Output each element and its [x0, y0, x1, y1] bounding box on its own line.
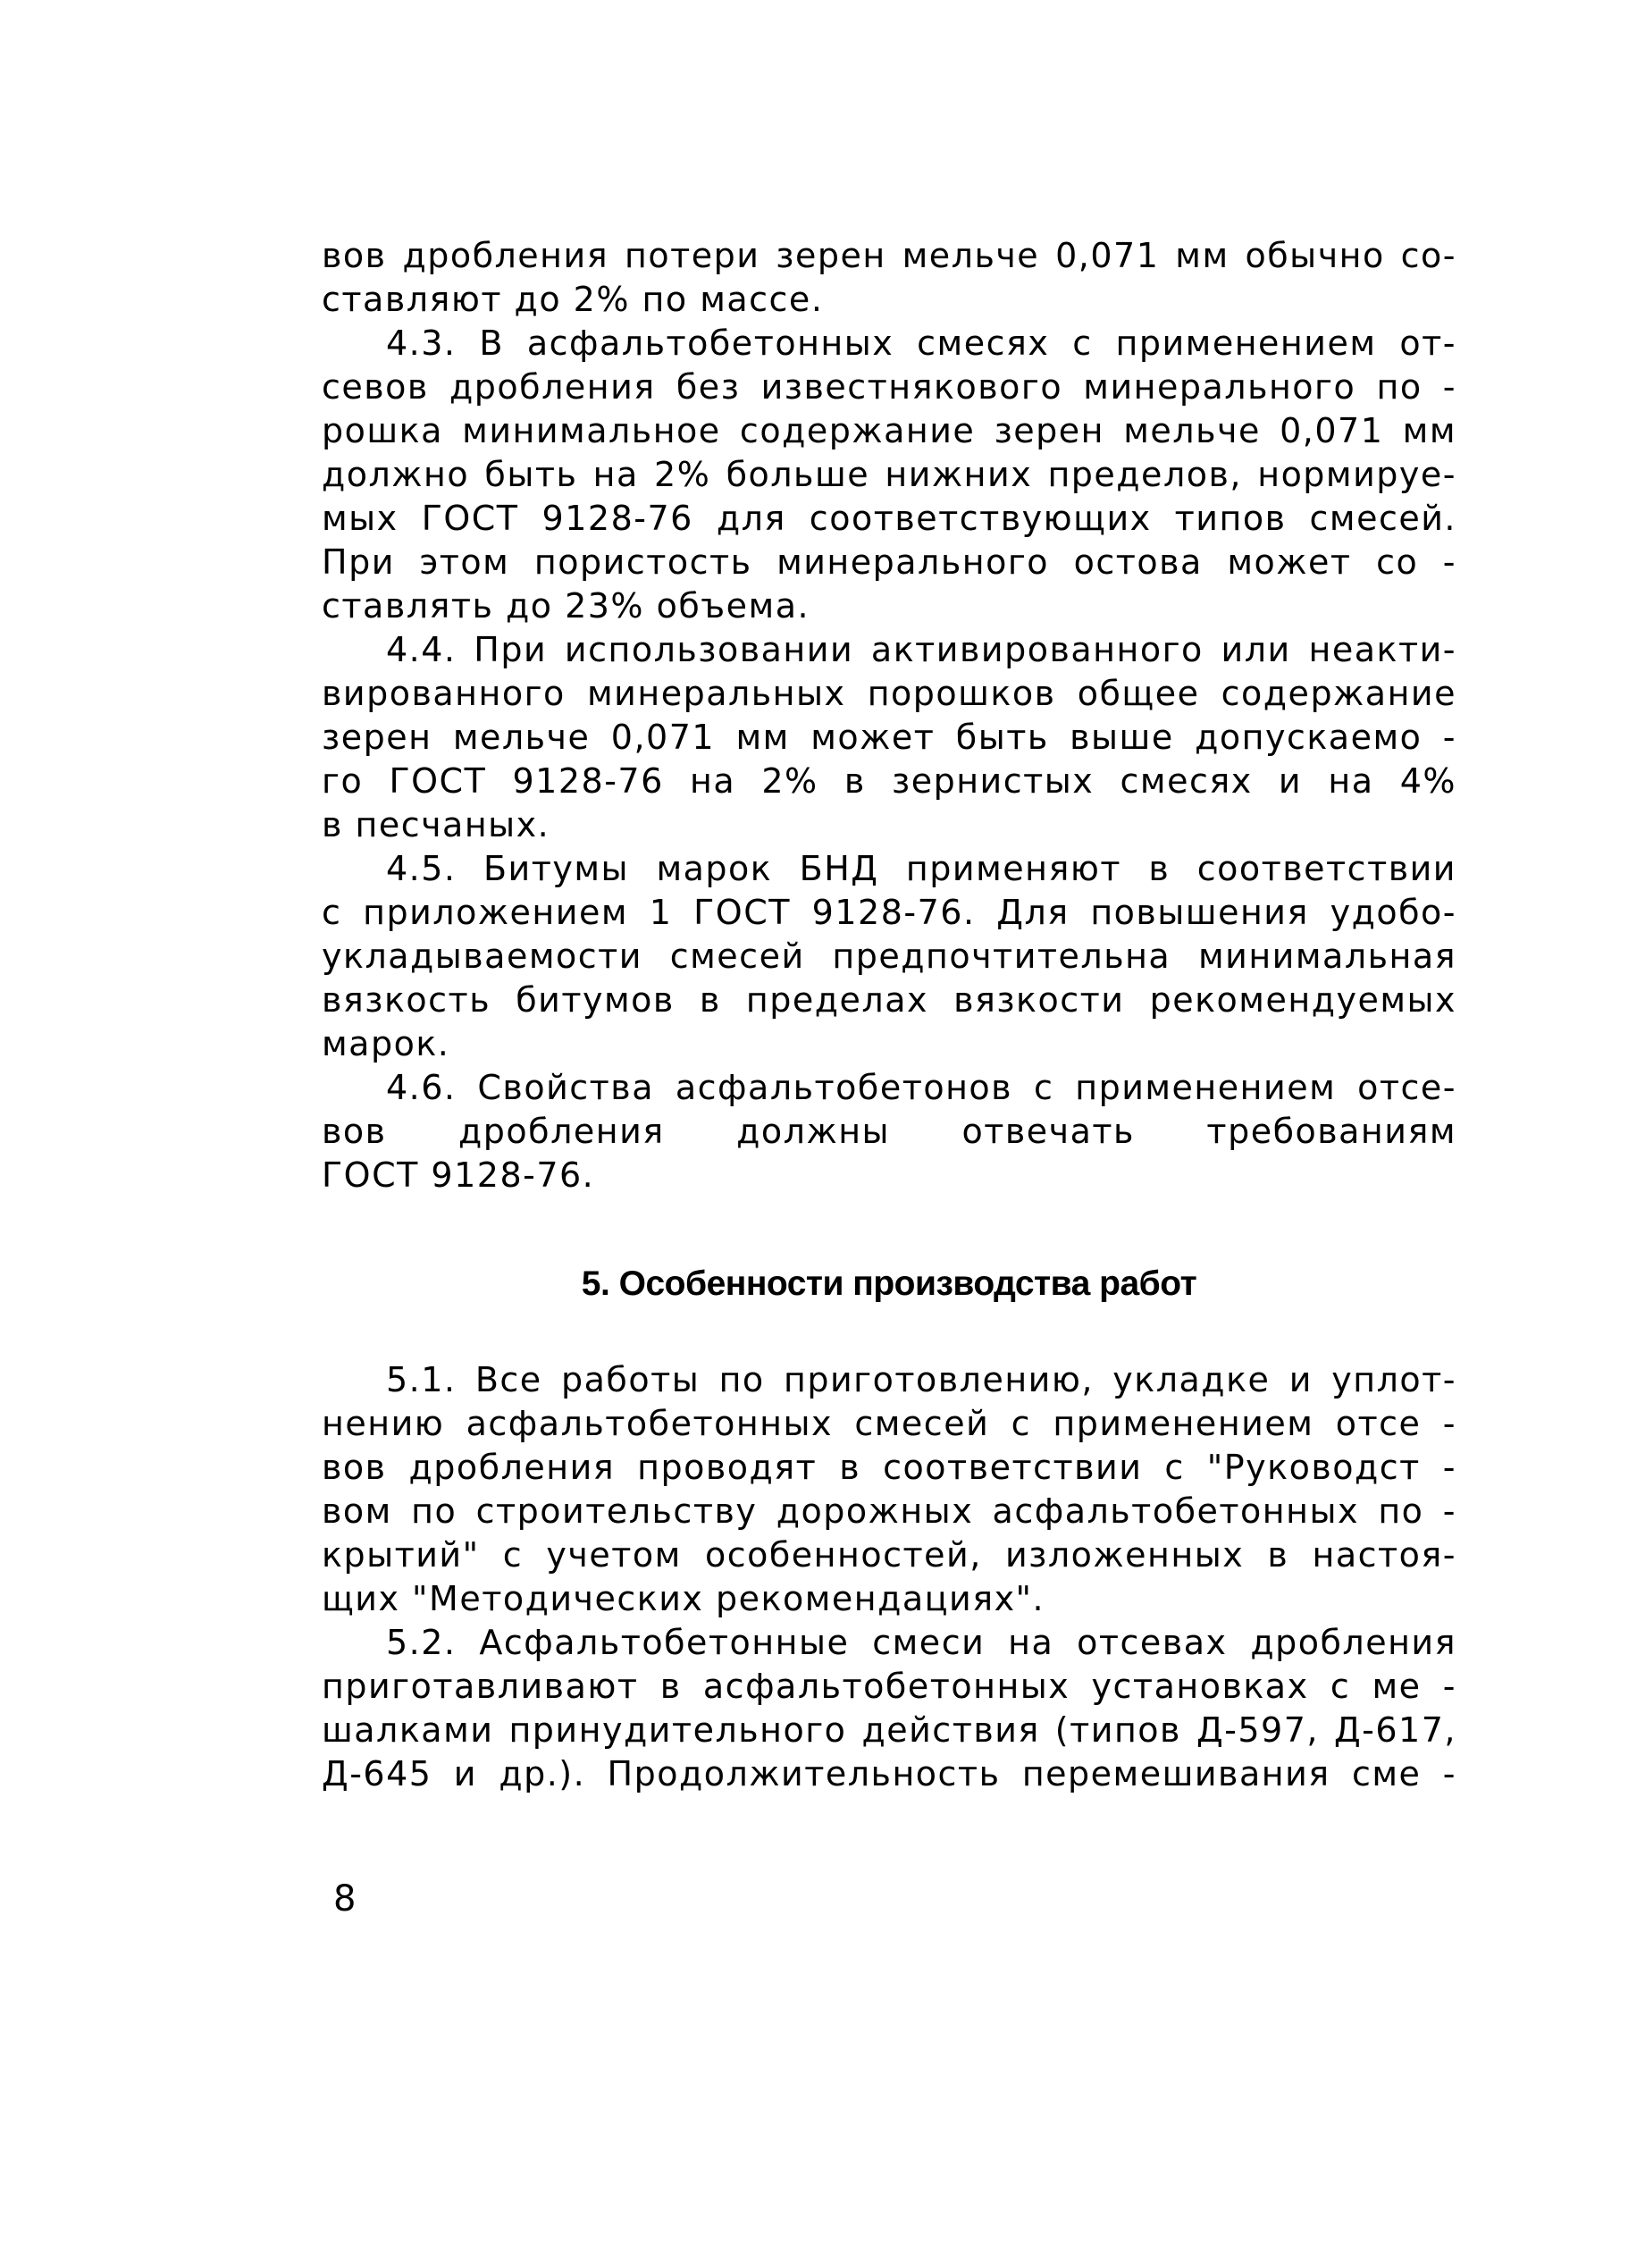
text-line: должно быть на 2% больше нижних пределов, нормируе- — [322, 455, 1456, 494]
paragraph-4-5-start: 4.5. Битумы марок БНД применяют в соответствии — [386, 849, 1456, 888]
text-line: крытий" с учетом особенностей, изложенных в настоя- — [322, 1535, 1456, 1575]
text-line: рошка минимальное содержание зерен мельче 0,071 мм — [322, 411, 1456, 450]
paragraph-4-6-start: 4.6. Свойства асфальтобетонов с применением отсе- — [386, 1068, 1456, 1107]
text-line: ставлять до 23% объема. — [322, 586, 810, 626]
text-line: приготавливают в асфальтобетонных установках с ме - — [322, 1667, 1456, 1706]
text-line: зерен мельче 0,071 мм может быть выше допускаемо - — [322, 718, 1456, 757]
text-line: При этом пористость минерального остова может со - — [322, 542, 1456, 582]
text-line: Д-645 и др.). Продолжительность перемешивания сме - — [322, 1754, 1456, 1793]
paragraph-5-1-start: 5.1. Все работы по приготовлению, укладке и уплот- — [386, 1360, 1456, 1399]
paragraph-5-2-start: 5.2. Асфальтобетонные смеси на отсевах дробления — [386, 1623, 1456, 1662]
text-line: ГОСТ 9128-76. — [322, 1155, 595, 1195]
text-line: вом по строительству дорожных асфальтобетонных по - — [322, 1491, 1456, 1531]
text-line: нению асфальтобетонных смесей с применением отсе - — [322, 1404, 1456, 1443]
paragraph-4-4-start: 4.4. При использовании активированного или неакти- — [386, 630, 1456, 669]
page-number: 8 — [333, 1878, 357, 1919]
text-line: укладываемости смесей предпочтительна минимальная — [322, 937, 1456, 976]
text-line: шалками принудительного действия (типов Д-597, Д-617, — [322, 1710, 1456, 1750]
section-5-text — [322, 1358, 1456, 1796]
text-line: щих "Методических рекомендациях". — [322, 1579, 1045, 1618]
text-line: марок. — [322, 1024, 450, 1063]
text-line: вов дробления потери зерен мельче 0,071 мм обычно со- — [322, 236, 1456, 275]
text-line: мых ГОСТ 9128-76 для соответствующих типов смесей. — [322, 499, 1456, 538]
text-line: вязкость битумов в пределах вязкости рекомендуемых — [322, 980, 1456, 1020]
text-line: го ГОСТ 9128-76 на 2% в зернистых смесях и на 4% — [322, 761, 1456, 801]
section-4-text — [322, 234, 1456, 1197]
paragraph-4-3-start: 4.3. В асфальтобетонных смесях с применением от- — [386, 323, 1456, 363]
text-line: вированного минеральных порошков общее содержание — [322, 674, 1456, 713]
text-line: севов дробления без известнякового минерального по - — [322, 367, 1456, 407]
text-line: в песчаных. — [322, 805, 550, 844]
text-line: с приложением 1 ГОСТ 9128-76. Для повышения удобо- — [322, 893, 1456, 932]
text-line: ставляют до 2% по массе. — [322, 280, 824, 319]
section-5-heading: 5. Особенности производства работ — [581, 1264, 1197, 1303]
text-line: вов дробления проводят в соответствии с "Руководст - — [322, 1448, 1456, 1487]
text-line: вов дробления должны отвечать требованиям — [322, 1112, 1456, 1151]
